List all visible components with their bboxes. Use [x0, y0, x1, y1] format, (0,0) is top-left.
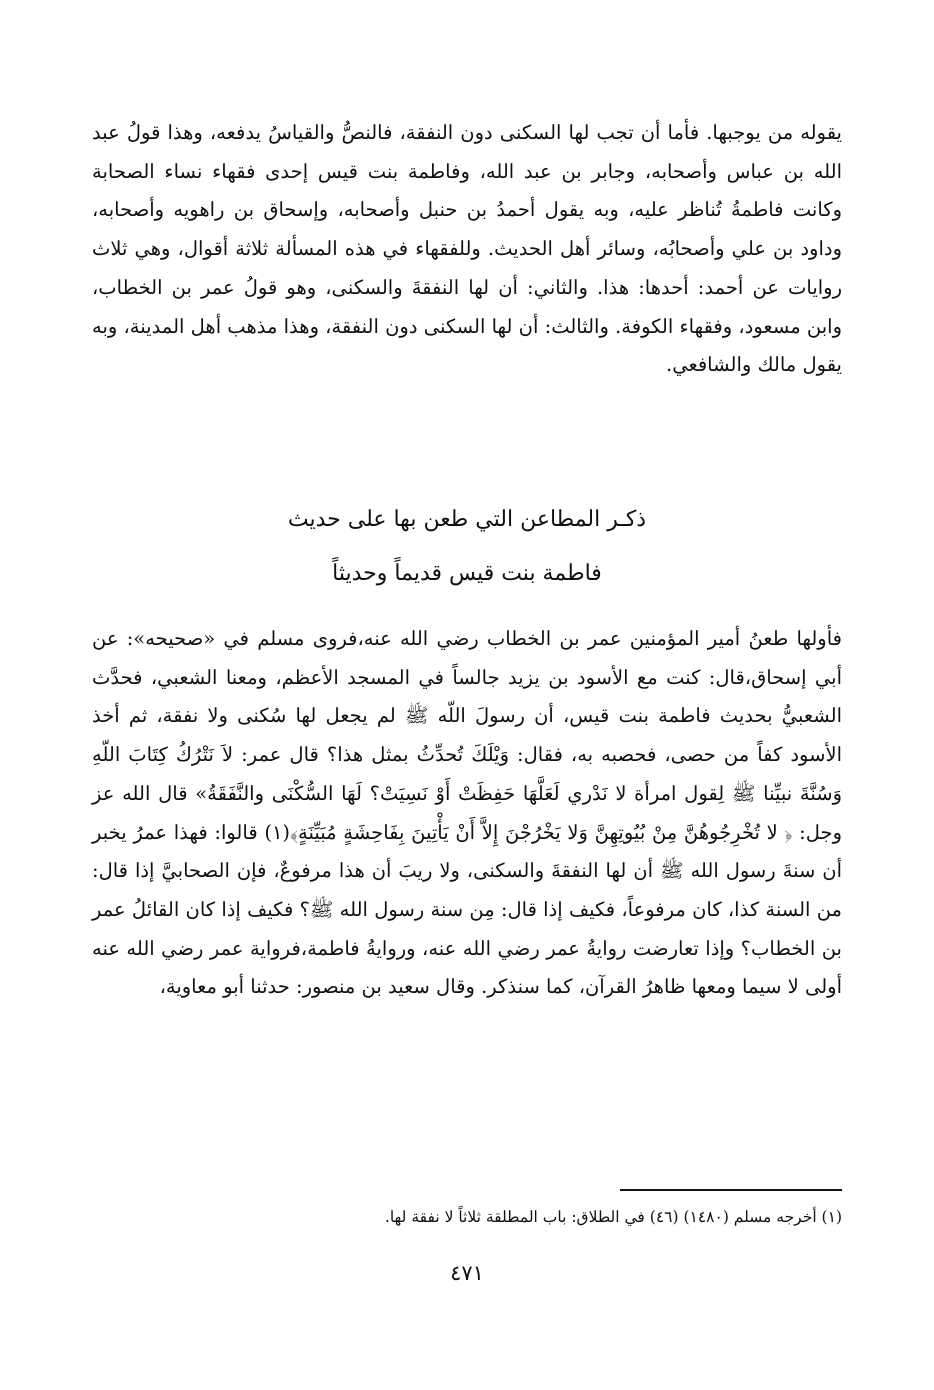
footnote: (١) أخرجه مسلم (١٤٨٠) (٤٦) في الطلاق: باب المطلقة ثلاثاً لا نفقة لها. [384, 1208, 842, 1226]
paragraph: فأولها طعنُ أمير المؤمنين عمر بن الخطاب رضي الله عنه،فروى مسلم في «صحيحه»: عن أبي إسحاق،قال: كنت مع الأسود بن يزيد جالساً في المسجد الأعظم، ومعنا الشعبي، فحدَّث الشعبيُّ بحديث فاطمة بنت قيس، أن رسولَ اللّه ﷺ لم يجعل لها سُكنى ولا نفقة، ثم أخذ الأسود كفاً من حصى، فحصبه به، فقال: وَيْلَكَ تُحدِّثُ بمثل هذا؟ قال عمر: لاَ نَتْرُكُ كِتَابَ اللّهِ وَسُنَّةَ نبيِّنا ﷺ لِقول امرأة لا نَدْري لَعَلَّهَا حَفِظَتْ أَوْ نَسِيَتْ؟ لَهَا السُّكْنَى والنَّفَقَةُ» قال الله عز وجل: ﴿ لا تُخْرِجُوهُنَّ مِنْ بُيُوتِهِنَّ وَلا يَخْرُجْنَ إِلاَّ أَنْ يَأْتِينَ بِفَاحِشَةٍ مُبَيِّنَةٍ﴾(١) قالوا: فهذا عمرُ يخبر أن سنةَ رسول الله ﷺ أن لها النفقةَ والسكنى، ولا ريبَ أن هذا مرفوعٌ، فإن الصحابيَّ إذا قال: من السنة كذا، كان مرفوعاً، فكيف إذا قال: مِن سنة رسول الله ﷺ؟ فكيف إذا كان القائلُ عمر بن الخطاب؟ وإذا تعارضت روايةُ عمر رضي الله عنه، وروايةُ فاطمة،فرواية عمر رضي الله عنه أولى لا سيما ومعها ظاهرُ القرآن، كما سنذكر. وقال سعيد بن منصور: حدثنا أبو معاوية، [92, 627, 842, 999]
body-text-bottom [92, 620, 842, 1007]
section-heading-line-1: ذكـر المطاعن التي طعن بها على حديث [287, 507, 647, 532]
section-heading-line-2: فاطمة بنت قيس قديماً وحديثاً [332, 561, 602, 586]
body-text-top [92, 114, 842, 385]
footnote-divider [620, 1189, 842, 1191]
page-number: ٤٧١ [450, 1261, 484, 1285]
paragraph: يقوله من يوجبها. فأما أن تجب لها السكنى دون النفقة، فالنصُّ والقياسُ يدفعه، وهذا قولُ عبد الله بن عباس وأصحابه، وجابر بن عبد الله، وفاطمة بنت قيس إحدى فقهاء نساء الصحابة وكانت فاطمةُ تُناظر عليه، وبه يقول أحمدُ بن حنبل وأصحابه، وإسحاق بن راهويه وأصحابه، وداود بن علي وأصحابُه، وسائر أهل الحديث. وللفقهاء في هذه المسألة ثلاثة أقوال، وهي ثلاث روايات عن أحمد: أحدها: هذا. والثاني: أن لها النفقةَ والسكنى، وهو قولُ عمر بن الخطاب، وابن مسعود، وفقهاء الكوفة. والثالث: أن لها السكنى دون النفقة، وهذا مذهب أهل المدينة، وبه يقول مالك والشافعي. [92, 121, 842, 377]
